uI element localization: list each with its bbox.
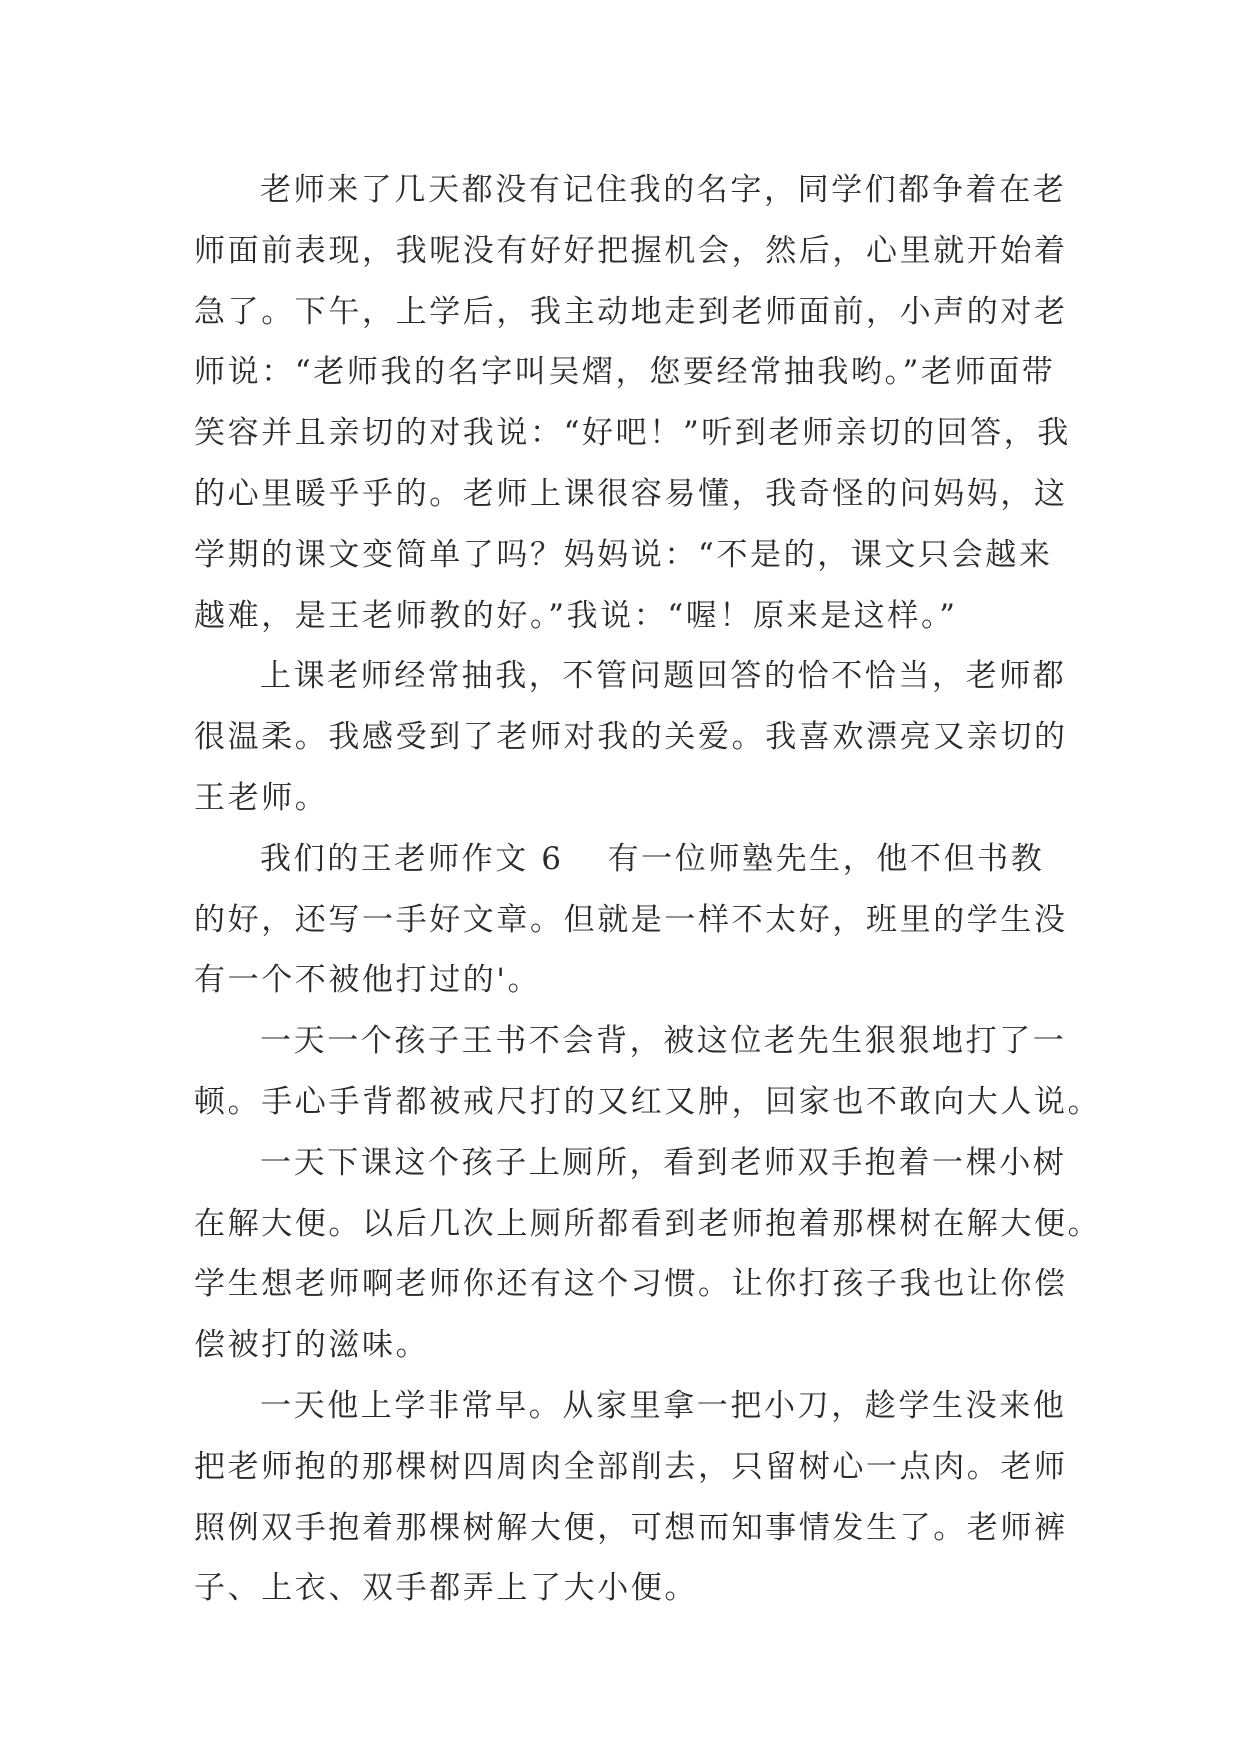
text-line: 一天下课这个孩子上厕所，看到老师双手抱着一棵小树 bbox=[260, 1144, 1067, 1181]
text-line: 笑容并且亲切的对我说：“好吧！”听到老师亲切的回答，我 bbox=[194, 415, 1071, 452]
paragraph-6 bbox=[194, 1376, 1068, 1619]
paragraph-4 bbox=[194, 1011, 1102, 1133]
paragraph-2 bbox=[194, 646, 1068, 828]
text-line: 偿被打的滋味。 bbox=[194, 1327, 430, 1364]
text-line: 很温柔。我感受到了老师对我的关爱。我喜欢漂亮又亲切的 bbox=[194, 719, 1068, 756]
text-line: 学生想老师啊老师你还有这个习惯。让你打孩子我也让你偿 bbox=[194, 1266, 1068, 1303]
paragraph-3 bbox=[194, 829, 1068, 1011]
text-line: 的好，还写一手好文章。但就是一样不太好，班里的学生没 bbox=[194, 901, 1068, 938]
text-line: 有一个不被他打过的'。 bbox=[194, 962, 542, 999]
document-body bbox=[194, 160, 1102, 1619]
section-heading: 我们的王老师作文 6 bbox=[260, 840, 564, 877]
text-line: 照例双手抱着那棵树解大便，可想而知事情发生了。老师裤 bbox=[194, 1509, 1068, 1546]
text-line: 王老师。 bbox=[194, 779, 329, 816]
text-line: 把老师抱的那棵树四周肉全部削去，只留树心一点肉。老师 bbox=[194, 1448, 1068, 1485]
paragraph-1 bbox=[194, 160, 1071, 646]
text-line: 师面前表现，我呢没有好好把握机会，然后，心里就开始着 bbox=[194, 232, 1068, 269]
text-line: 老师来了几天都没有记住我的名字，同学们都争着在老 bbox=[260, 172, 1067, 208]
paragraph-5 bbox=[194, 1133, 1102, 1376]
text-line: 子、上衣、双手都弄上了大小便。 bbox=[194, 1570, 698, 1607]
text-line: 顿。手心手背都被戒尺打的又红又肿，回家也不敢向大人说。 bbox=[194, 1083, 1102, 1120]
heading-line bbox=[194, 829, 1054, 890]
text-line: 学期的课文变简单了吗？妈妈说：“不是的，课文只会越来 bbox=[194, 536, 1053, 573]
text-line: 师说：“老师我的名字叫吴熠，您要经常抽我哟。”老师面带 bbox=[194, 354, 1056, 391]
text-line: 越难，是王老师教的好。”我说：“喔！原来是这样。” bbox=[194, 597, 958, 634]
text-line: 的心里暖乎乎的。老师上课很容易懂，我奇怪的问妈妈，这 bbox=[194, 475, 1068, 512]
text-line: 有一位师塾先生，他不但书教 bbox=[607, 840, 1045, 877]
text-line: 一天一个孩子王书不会背，被这位老先生狠狠地打了一 bbox=[260, 1023, 1067, 1060]
text-line: 急了。下午，上学后，我主动地走到老师面前，小声的对老 bbox=[194, 293, 1068, 330]
text-line: 上课老师经常抽我，不管问题回答的恰不恰当，老师都 bbox=[260, 658, 1067, 695]
text-line: 一天他上学非常早。从家里拿一把小刀，趁学生没来他 bbox=[260, 1387, 1067, 1424]
text-line: 在解大便。以后几次上厕所都看到老师抱着那棵树在解大便。 bbox=[194, 1205, 1102, 1242]
